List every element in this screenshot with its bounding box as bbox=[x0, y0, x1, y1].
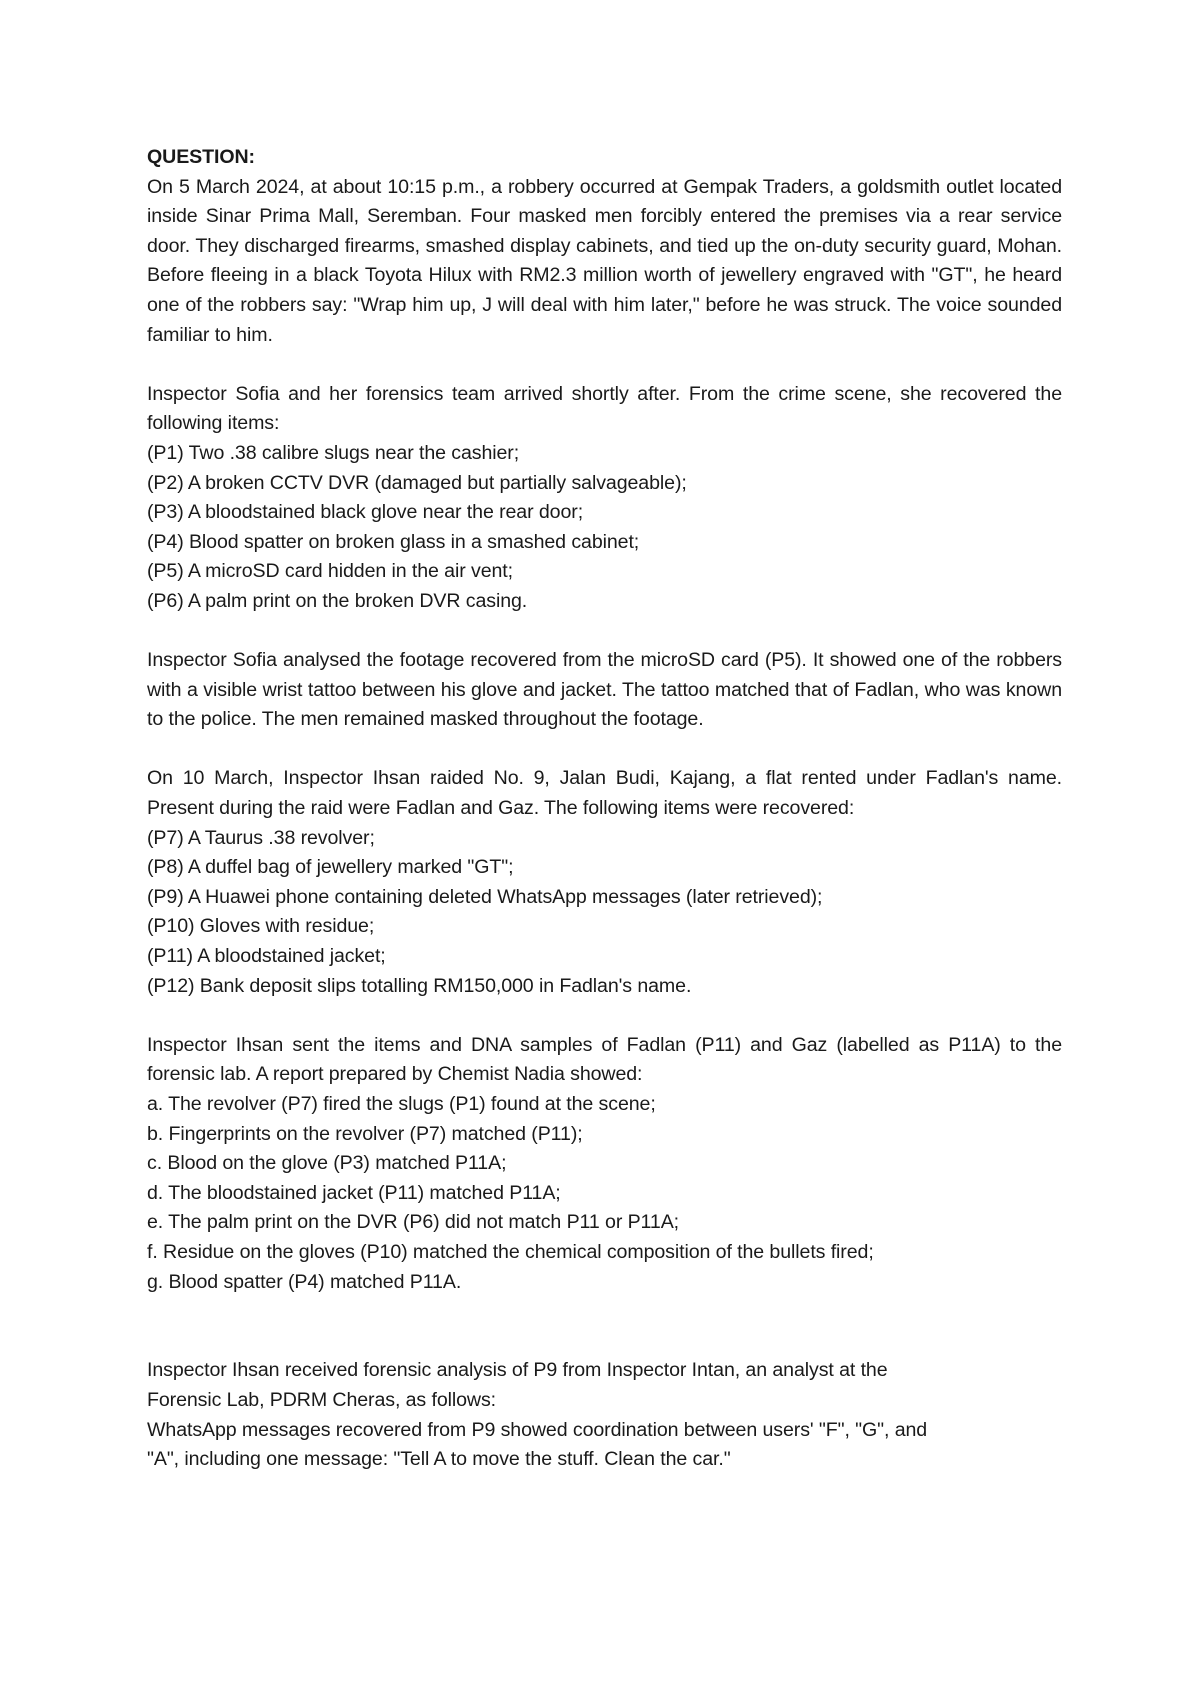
crime-scene-items-list bbox=[147, 439, 1062, 617]
text-line: Inspector Ihsan received forensic analysis of P9 from Inspector Intan, an analyst at the bbox=[147, 1359, 888, 1382]
document-page bbox=[147, 143, 1062, 1475]
list-item: c. Blood on the glove (P3) matched P11A; bbox=[147, 1152, 507, 1175]
list-item: (P10) Gloves with residue; bbox=[147, 915, 375, 938]
question-heading: QUESTION: bbox=[147, 146, 255, 168]
list-item: (P11) A bloodstained jacket; bbox=[147, 945, 386, 968]
list-item: (P9) A Huawei phone containing deleted WhatsApp messages (later retrieved); bbox=[147, 885, 823, 908]
list-item: (P2) A broken CCTV DVR (damaged but partially salvageable); bbox=[147, 471, 687, 494]
list-item: d. The bloodstained jacket (P11) matched P11A; bbox=[147, 1181, 561, 1204]
paragraph-raid: On 10 March, Inspector Ihsan raided No. 9, Jalan Budi, Kajang, a flat rented under Fadlan's name. Present during the raid were Fadlan and Gaz. The following items were recovered: bbox=[147, 767, 1062, 820]
list-item: (P4) Blood spatter on broken glass in a smashed cabinet; bbox=[147, 530, 640, 553]
text-line: "A", including one message: "Tell A to move the stuff. Clean the car." bbox=[147, 1448, 731, 1471]
list-item: b. Fingerprints on the revolver (P7) matched (P11); bbox=[147, 1122, 583, 1145]
spacer bbox=[147, 617, 1062, 647]
list-item: f. Residue on the gloves (P10) matched the chemical composition of the bullets fired; bbox=[147, 1240, 874, 1263]
list-item: (P12) Bank deposit slips totalling RM150,000 in Fadlan's name. bbox=[147, 974, 692, 997]
paragraph-incident: On 5 March 2024, at about 10:15 p.m., a robbery occurred at Gempak Traders, a goldsmith outlet located inside Sinar Prima Mall, Seremban. Four masked men forcibly entered the premises via a rear service door. They discharged firearms, smashed display cabinets, and tied up the on-duty security guard, Mohan. Before fleeing in a black Toyota Hilux with RM2.3 million worth of jewellery engraved with "GT", he heard one of the robbers say: "Wrap him up, J will deal with him later," before he was struck. The voice sounded familiar to him. bbox=[147, 175, 1062, 346]
text-line: WhatsApp messages recovered from P9 showed coordination between users' "F", "G", and bbox=[147, 1418, 928, 1441]
list-item: (P8) A duffel bag of jewellery marked "GT"; bbox=[147, 856, 514, 879]
paragraph-footage: Inspector Sofia analysed the footage recovered from the microSD card (P5). It showed one of the robbers with a visible wrist tattoo between his glove and jacket. The tattoo matched that of Fadlan, who was known to the police. The men remained masked throughout the footage. bbox=[147, 649, 1062, 731]
spacer bbox=[147, 735, 1062, 765]
paragraph-forensic-lab: Inspector Ihsan sent the items and DNA samples of Fadlan (P11) and Gaz (labelled as P11A) to the forensic lab. A report prepared by Chemist Nadia showed: bbox=[147, 1033, 1062, 1086]
spacer bbox=[147, 350, 1062, 380]
spacer bbox=[147, 1001, 1062, 1031]
paragraph-whatsapp-analysis bbox=[147, 1356, 1062, 1474]
list-item: (P6) A palm print on the broken DVR casing. bbox=[147, 589, 528, 612]
list-item: e. The palm print on the DVR (P6) did not match P11 or P11A; bbox=[147, 1211, 680, 1234]
raid-items-list bbox=[147, 824, 1062, 1002]
lab-findings-list bbox=[147, 1090, 1062, 1297]
list-item: (P7) A Taurus .38 revolver; bbox=[147, 826, 375, 849]
list-item: (P5) A microSD card hidden in the air vent; bbox=[147, 560, 513, 583]
list-item: g. Blood spatter (P4) matched P11A. bbox=[147, 1270, 462, 1293]
list-item: a. The revolver (P7) fired the slugs (P1) found at the scene; bbox=[147, 1093, 656, 1115]
list-item: (P3) A bloodstained black glove near the rear door; bbox=[147, 501, 584, 524]
text-line: Forensic Lab, PDRM Cheras, as follows: bbox=[147, 1388, 497, 1411]
paragraph-crime-scene: Inspector Sofia and her forensics team arrived shortly after. From the crime scene, she recovered the following items: bbox=[147, 382, 1062, 435]
spacer bbox=[147, 1297, 1062, 1356]
list-item: (P1) Two .38 calibre slugs near the cashier; bbox=[147, 441, 520, 464]
